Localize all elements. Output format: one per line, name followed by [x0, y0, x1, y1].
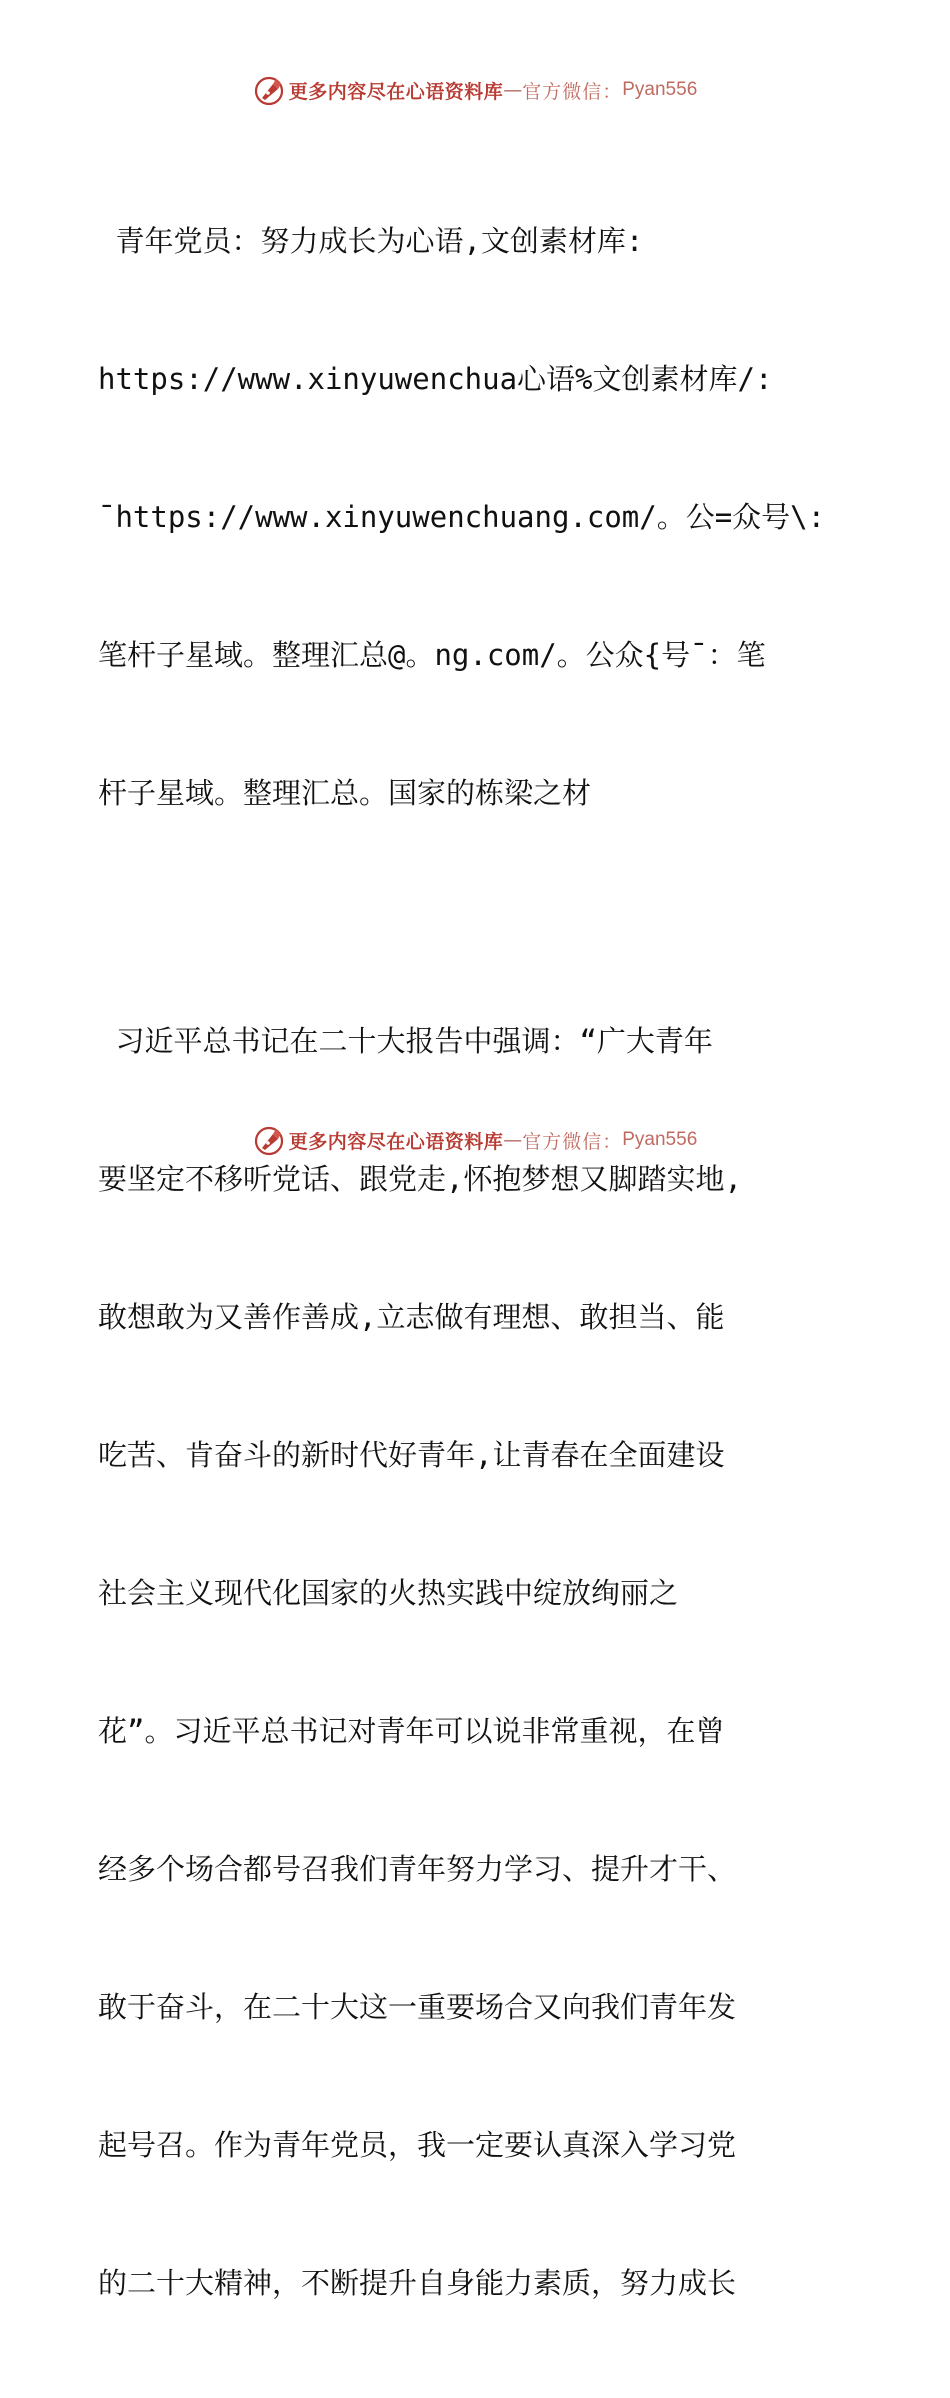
- text-line: 社会主义现代化国家的火热实践中绽放绚丽之: [98, 1576, 679, 1610]
- text-line: 青年党员：努力成长为心语,文创素材库:: [98, 224, 644, 258]
- pen-nib-logo-icon: [253, 1124, 285, 1156]
- text-line: 要坚定不移听党话、跟党走,怀抱梦想又脚踏实地,: [98, 1162, 742, 1196]
- banner-wechat-id: Pyan556: [622, 1129, 698, 1150]
- text-line: https://www.xinyuwenchua心语%文创素材库/:: [98, 362, 773, 396]
- paragraph-1: [98, 126, 858, 908]
- text-line: 经多个场合都号召我们青年努力学习、提升才干、: [98, 1852, 737, 1886]
- text-line: 笔杆子星域。整理汇总@。ng.com/。公众{号¯：笔: [98, 638, 766, 672]
- text-line: 敢想敢为又善作善成,立志做有理想、敢担当、能: [98, 1300, 725, 1334]
- text-line: 的二十大精神，不断提升自身能力素质，努力成长: [98, 2266, 737, 2300]
- text-line: 杆子星域。整理汇总。国家的栋梁之材: [98, 776, 592, 810]
- banner-brand-text: 更多内容尽在心语资料库: [288, 80, 504, 103]
- banner-dash: —: [503, 79, 523, 101]
- document-body: [98, 126, 858, 2398]
- text-line: 花”。习近平总书记对青年可以说非常重视，在曾: [98, 1714, 725, 1748]
- banner-brand-text: 更多内容尽在心语资料库: [288, 1130, 504, 1153]
- text-line: 吃苦、肯奋斗的新时代好青年,让青春在全面建设: [98, 1438, 725, 1472]
- footer-banner: [0, 1120, 950, 1160]
- text-line: ¯https://www.xinyuwenchuang.com/。公=众号\:: [98, 500, 826, 534]
- header-banner: [0, 70, 950, 110]
- banner-wechat-label: 官方微信：: [522, 1130, 623, 1153]
- banner-wechat-label: 官方微信：: [522, 80, 623, 103]
- banner-dash: —: [503, 1129, 523, 1151]
- pen-nib-logo-icon: [253, 74, 285, 106]
- banner-wechat-id: Pyan556: [622, 79, 698, 100]
- text-line: 敢于奋斗，在二十大这一重要场合又向我们青年发: [98, 1990, 737, 2024]
- text-line: 习近平总书记在二十大报告中强调：“广大青年: [98, 1024, 713, 1058]
- text-line: 起号召。作为青年党员，我一定要认真深入学习党: [98, 2128, 737, 2162]
